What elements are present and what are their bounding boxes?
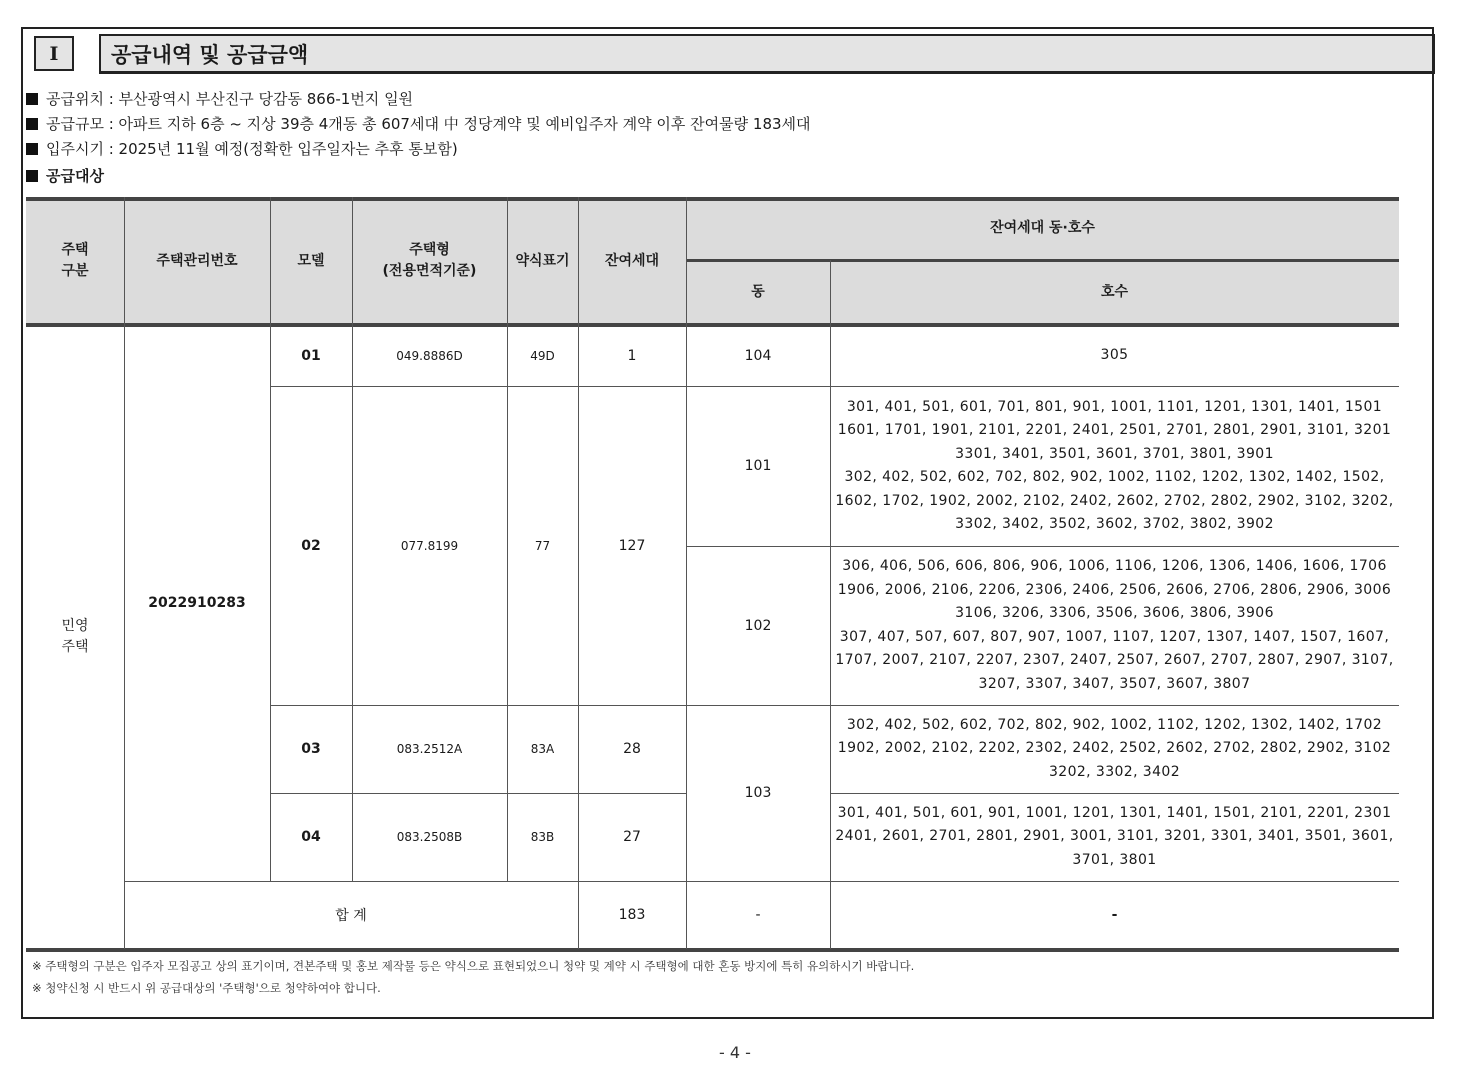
model-cell: 01	[301, 347, 321, 364]
row-divider	[124, 881, 1399, 882]
room-numbers-cell: 301, 401, 501, 601, 901, 1001, 1201, 1301, 1401, 1501, 2101, 2201, 2301 2401, 2601, 2701, 2801, 2901, 3001, 3101, 3201, 3301, 3401, 3501, 3601, 3701, 3801	[835, 804, 1394, 868]
total-label-cell: 합 계	[335, 908, 367, 924]
column-divider	[507, 197, 508, 881]
note-housing-type: ※ 주택형의 구분은 입주자 모집공고 상의 표기이며, 견본주택 및 홍보 제작물 등은 약식으로 표현되었으니 청약 및 계약 시 주택형에 대한 혼동 방지에 특히 유의하시기 바랍니다.	[32, 959, 915, 973]
dong-cell: 103	[744, 785, 772, 801]
housing-type-cell: 077.8199	[400, 538, 459, 553]
header-ho: 호수	[830, 260, 1399, 325]
row-divider	[270, 793, 686, 794]
column-divider	[686, 197, 687, 949]
total-ho-cell: -	[1111, 907, 1118, 923]
table-bottom-border	[26, 948, 1399, 952]
total-count-cell: 183	[618, 907, 646, 923]
abbreviation-cell: 77	[534, 538, 551, 553]
header-remaining: 잔여세대	[578, 197, 686, 325]
remaining-count-cell: 1	[627, 347, 637, 364]
dong-cell: 102	[744, 617, 772, 634]
supply-table	[26, 197, 1399, 952]
column-divider	[578, 197, 579, 949]
section-number: I	[34, 36, 74, 71]
room-numbers-cell: 305	[1100, 346, 1129, 363]
row-divider	[270, 386, 1399, 387]
remaining-count-cell: 27	[623, 829, 641, 845]
header-abbreviation: 약식표기	[507, 197, 578, 325]
room-numbers-cell: 301, 401, 501, 601, 701, 801, 901, 1001, 1101, 1201, 1301, 1401, 1501 1601, 1701, 1901, 2101, 2201, 2401, 2501, 2701, 2801, 2901, 3101, 3201 3301, 3401, 3501, 3601, 3701, 3801, 3901 302, 402, 502, 602, 702, 802, 902, 1002, 1102, 1202, 1302, 1402, 1502, 1602, 1702, 1902, 2002, 2102, 2402, 2602, 2702, 2802, 2902, 3102, 3202, 3302, 3402, 3502, 3602, 3702, 3802, 3902	[835, 398, 1394, 532]
bullet-square-icon	[26, 118, 38, 130]
total-dong-cell: -	[755, 907, 761, 923]
header-remaining-units: 잔여세대 동·호수	[686, 197, 1399, 260]
remaining-count-cell: 127	[618, 537, 646, 554]
room-numbers-cell: 306, 406, 506, 606, 806, 906, 1006, 1106, 1206, 1306, 1406, 1606, 1706 1906, 2006, 2106, 2206, 2306, 2406, 2506, 2606, 2706, 2806, 2906, 3006 3106, 3206, 3306, 3506, 3606, 3806, 3906 307, 407, 507, 607, 807, 907, 1007, 1107, 1207, 1307, 1407, 1507, 1607, 1707, 2007, 2107, 2207, 2307, 2407, 2507, 2607, 2707, 2807, 2907, 3107, 3207, 3307, 3407, 3507, 3607, 3807	[835, 558, 1394, 692]
model-cell: 03	[301, 741, 321, 757]
room-numbers-cell: 302, 402, 502, 602, 702, 802, 902, 1002, 1102, 1202, 1302, 1402, 1702 1902, 2002, 2102, 2202, 2302, 2402, 2502, 2602, 2702, 2802, 2902, 3102 3202, 3302, 3402	[837, 716, 1392, 780]
column-divider	[830, 260, 831, 949]
header-dong: 동	[686, 260, 830, 325]
header-model: 모델	[270, 197, 352, 325]
row-divider	[270, 705, 1399, 706]
model-cell: 02	[301, 537, 321, 554]
header-housing-type: 주택형 (전용면적기준)	[352, 197, 507, 325]
header-divider	[686, 259, 1399, 262]
dong-cell: 101	[744, 458, 772, 474]
housing-type-cell: 049.8886D	[396, 348, 463, 363]
row-divider	[686, 546, 1399, 547]
row-divider	[830, 793, 1399, 794]
info-target-title: 공급대상	[26, 166, 104, 186]
housing-type-cell: 083.2508B	[396, 830, 463, 844]
info-move-in: 입주시기 : 2025년 11월 예정(정확한 입주일자는 추후 통보함)	[26, 139, 458, 159]
abbreviation-cell: 83B	[530, 830, 555, 844]
section-title: 공급내역 및 공급금액	[99, 34, 1435, 74]
dong-cell: 104	[744, 347, 772, 364]
page-number: - 4 -	[719, 1043, 751, 1062]
bullet-square-icon	[26, 143, 38, 155]
management-number-cell: 2022910283	[148, 595, 246, 611]
housing-category-cell: 민영 주택	[61, 618, 89, 655]
note-application: ※ 청약신청 시 반드시 위 공급대상의 '주택형'으로 청약하여야 합니다.	[32, 981, 381, 995]
header-housing-category: 주택 구분	[26, 197, 124, 325]
column-divider	[124, 197, 125, 949]
info-scale: 공급규모 : 아파트 지하 6층 ~ 지상 39층 4개동 총 607세대 中 정당계약 및 예비입주자 계약 이후 잔여물량 183세대	[26, 114, 811, 134]
info-location: 공급위치 : 부산광역시 부산진구 당감동 866-1번지 일원	[26, 89, 413, 109]
housing-type-cell: 083.2512A	[396, 742, 463, 756]
header-management-number: 주택관리번호	[124, 197, 270, 325]
model-cell: 04	[301, 829, 321, 845]
bullet-square-icon	[26, 170, 38, 182]
bullet-square-icon	[26, 93, 38, 105]
column-divider	[270, 197, 271, 881]
column-divider	[352, 197, 353, 881]
remaining-count-cell: 28	[623, 741, 641, 757]
abbreviation-cell: 49D	[530, 348, 555, 363]
header-bottom-border	[26, 323, 1399, 327]
table-top-border	[26, 197, 1399, 201]
abbreviation-cell: 83A	[530, 742, 555, 756]
